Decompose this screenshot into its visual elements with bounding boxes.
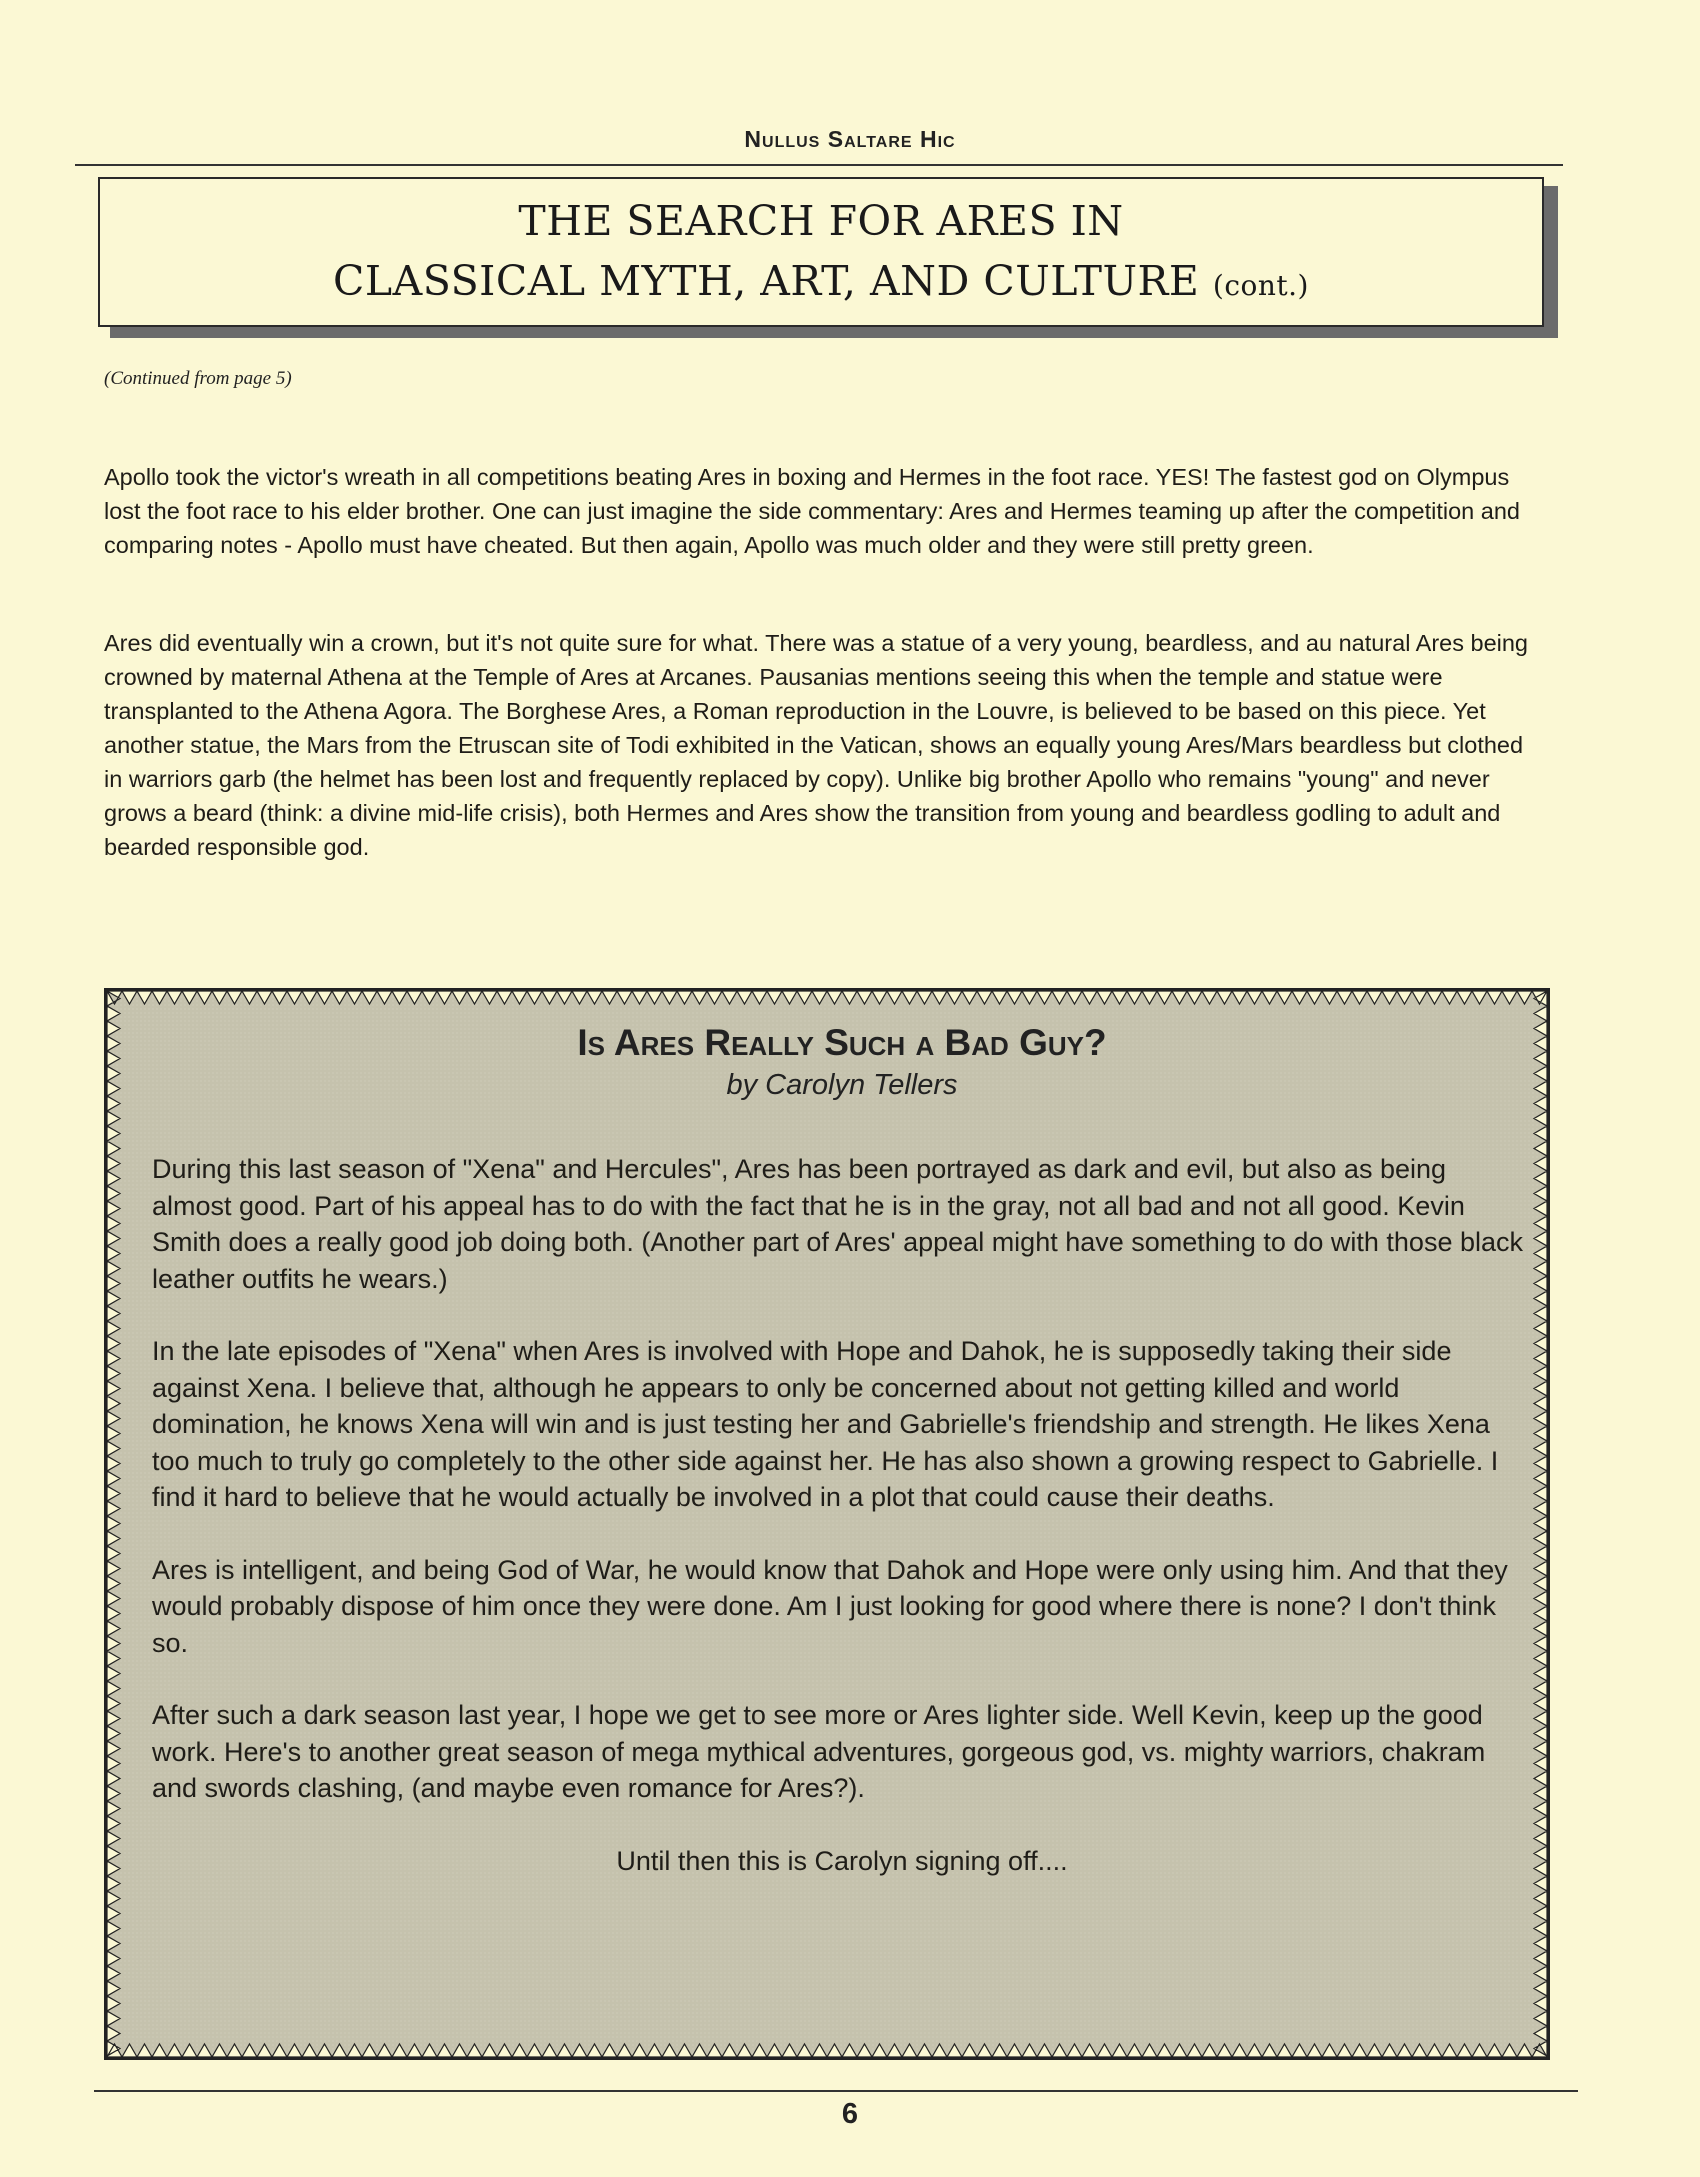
article-paragraph: Ares did eventually win a crown, but it's not quite sure for what. There was a statue of a very young, beardless, and au natural Ares being crowned by maternal Athena at the Temple of Ares at Arcanes. Pausanias mentions seeing this when the temple and statue were transplanted to the Athena Agora. The Borghese Ares, a Roman reproduction in the Louvre, is believed to be based on this piece. Yet another statue, the Mars from the Etruscan site of Todi exhibited in the Vatican, shows an equally young Ares/Mars beardless but clothed in warriors garb (the helmet has been lost and frequently replaced by copy). Unlike big brother Apollo who remains "young" and never grows a beard (think: a divine mid-life crisis), both Hermes and Ares show the transition from young and beardless godling to adult and bearded responsible god. [104, 630, 1528, 860]
page-number: 6 [841, 2098, 859, 2130]
sidebar-content [152, 1017, 1532, 1879]
sidebar-paragraph: In the late episodes of "Xena" when Ares is involved with Hope and Dahok, he is supposedly taking their side against Xena. I believe that, although he appears to only be concerned about not getting killed and world domination, he knows Xena will win and is just testing her and Gabrielle's friendship and strength. He likes Xena too much to truly go completely to the other side against her. He has also shown a growing respect to Gabrielle. I find it hard to believe that he would actually be involved in a plot that could cause their deaths. [152, 1336, 1499, 1512]
article-title-line2 [100, 251, 1542, 316]
article-title-cont: (cont.) [1212, 269, 1309, 302]
article-title-box [98, 177, 1544, 327]
sidebar-sign-off: Until then this is Carolyn signing off.... [616, 1845, 1068, 1876]
continued-note: (Continued from page 5) [104, 368, 292, 389]
sidebar-paragraph: After such a dark season last year, I hope we get to see more or Ares lighter side. Well Kevin, keep up the good work. Here's to another great season of mega mythical adventures, gorgeous god, vs. mighty warriors, chakram and swords clashing, (and maybe even romance for Ares?). [152, 1700, 1486, 1803]
sidebar-byline: by Carolyn Tellers [726, 1069, 958, 1101]
article-title-line1: THE SEARCH FOR ARES IN [518, 197, 1124, 245]
header-divider [75, 164, 1563, 166]
footer-divider [94, 2090, 1578, 2092]
sidebar-paragraph: During this last season of "Xena" and Hercules", Ares has been portrayed as dark and evil, but also as being almost good. Part of his appeal has to do with the fact that he is in the gray, not all bad and not all good. Kevin Smith does a really good job doing both. (Another part of Ares' appeal might have something to do with those black leather outfits he wears.) [152, 1154, 1523, 1294]
sidebar-box [104, 988, 1550, 2060]
article-title-line2-text: CLASSICAL MYTH, ART, AND CULTURE [333, 257, 1200, 305]
newsletter-name: Nullus Saltare Hic [744, 126, 956, 152]
article-paragraph: Apollo took the victor's wreath in all competitions beating Ares in boxing and Hermes in the foot race. YES! The fastest god on Olympus lost the foot race to his elder brother. One can just imagine the side commentary: Ares and Hermes teaming up after the competition and comparing notes - Apollo must have cheated. But then again, Apollo was much older and they were still pretty green. [104, 464, 1520, 558]
sidebar-title: Is Ares Really Such a Bad Guy? [577, 1022, 1107, 1063]
sidebar-paragraph: Ares is intelligent, and being God of War, he would know that Dahok and Hope were only using him. And that they would probably dispose of him once they were done. Am I just looking for good where there is none? I don't think so. [152, 1554, 1508, 1658]
